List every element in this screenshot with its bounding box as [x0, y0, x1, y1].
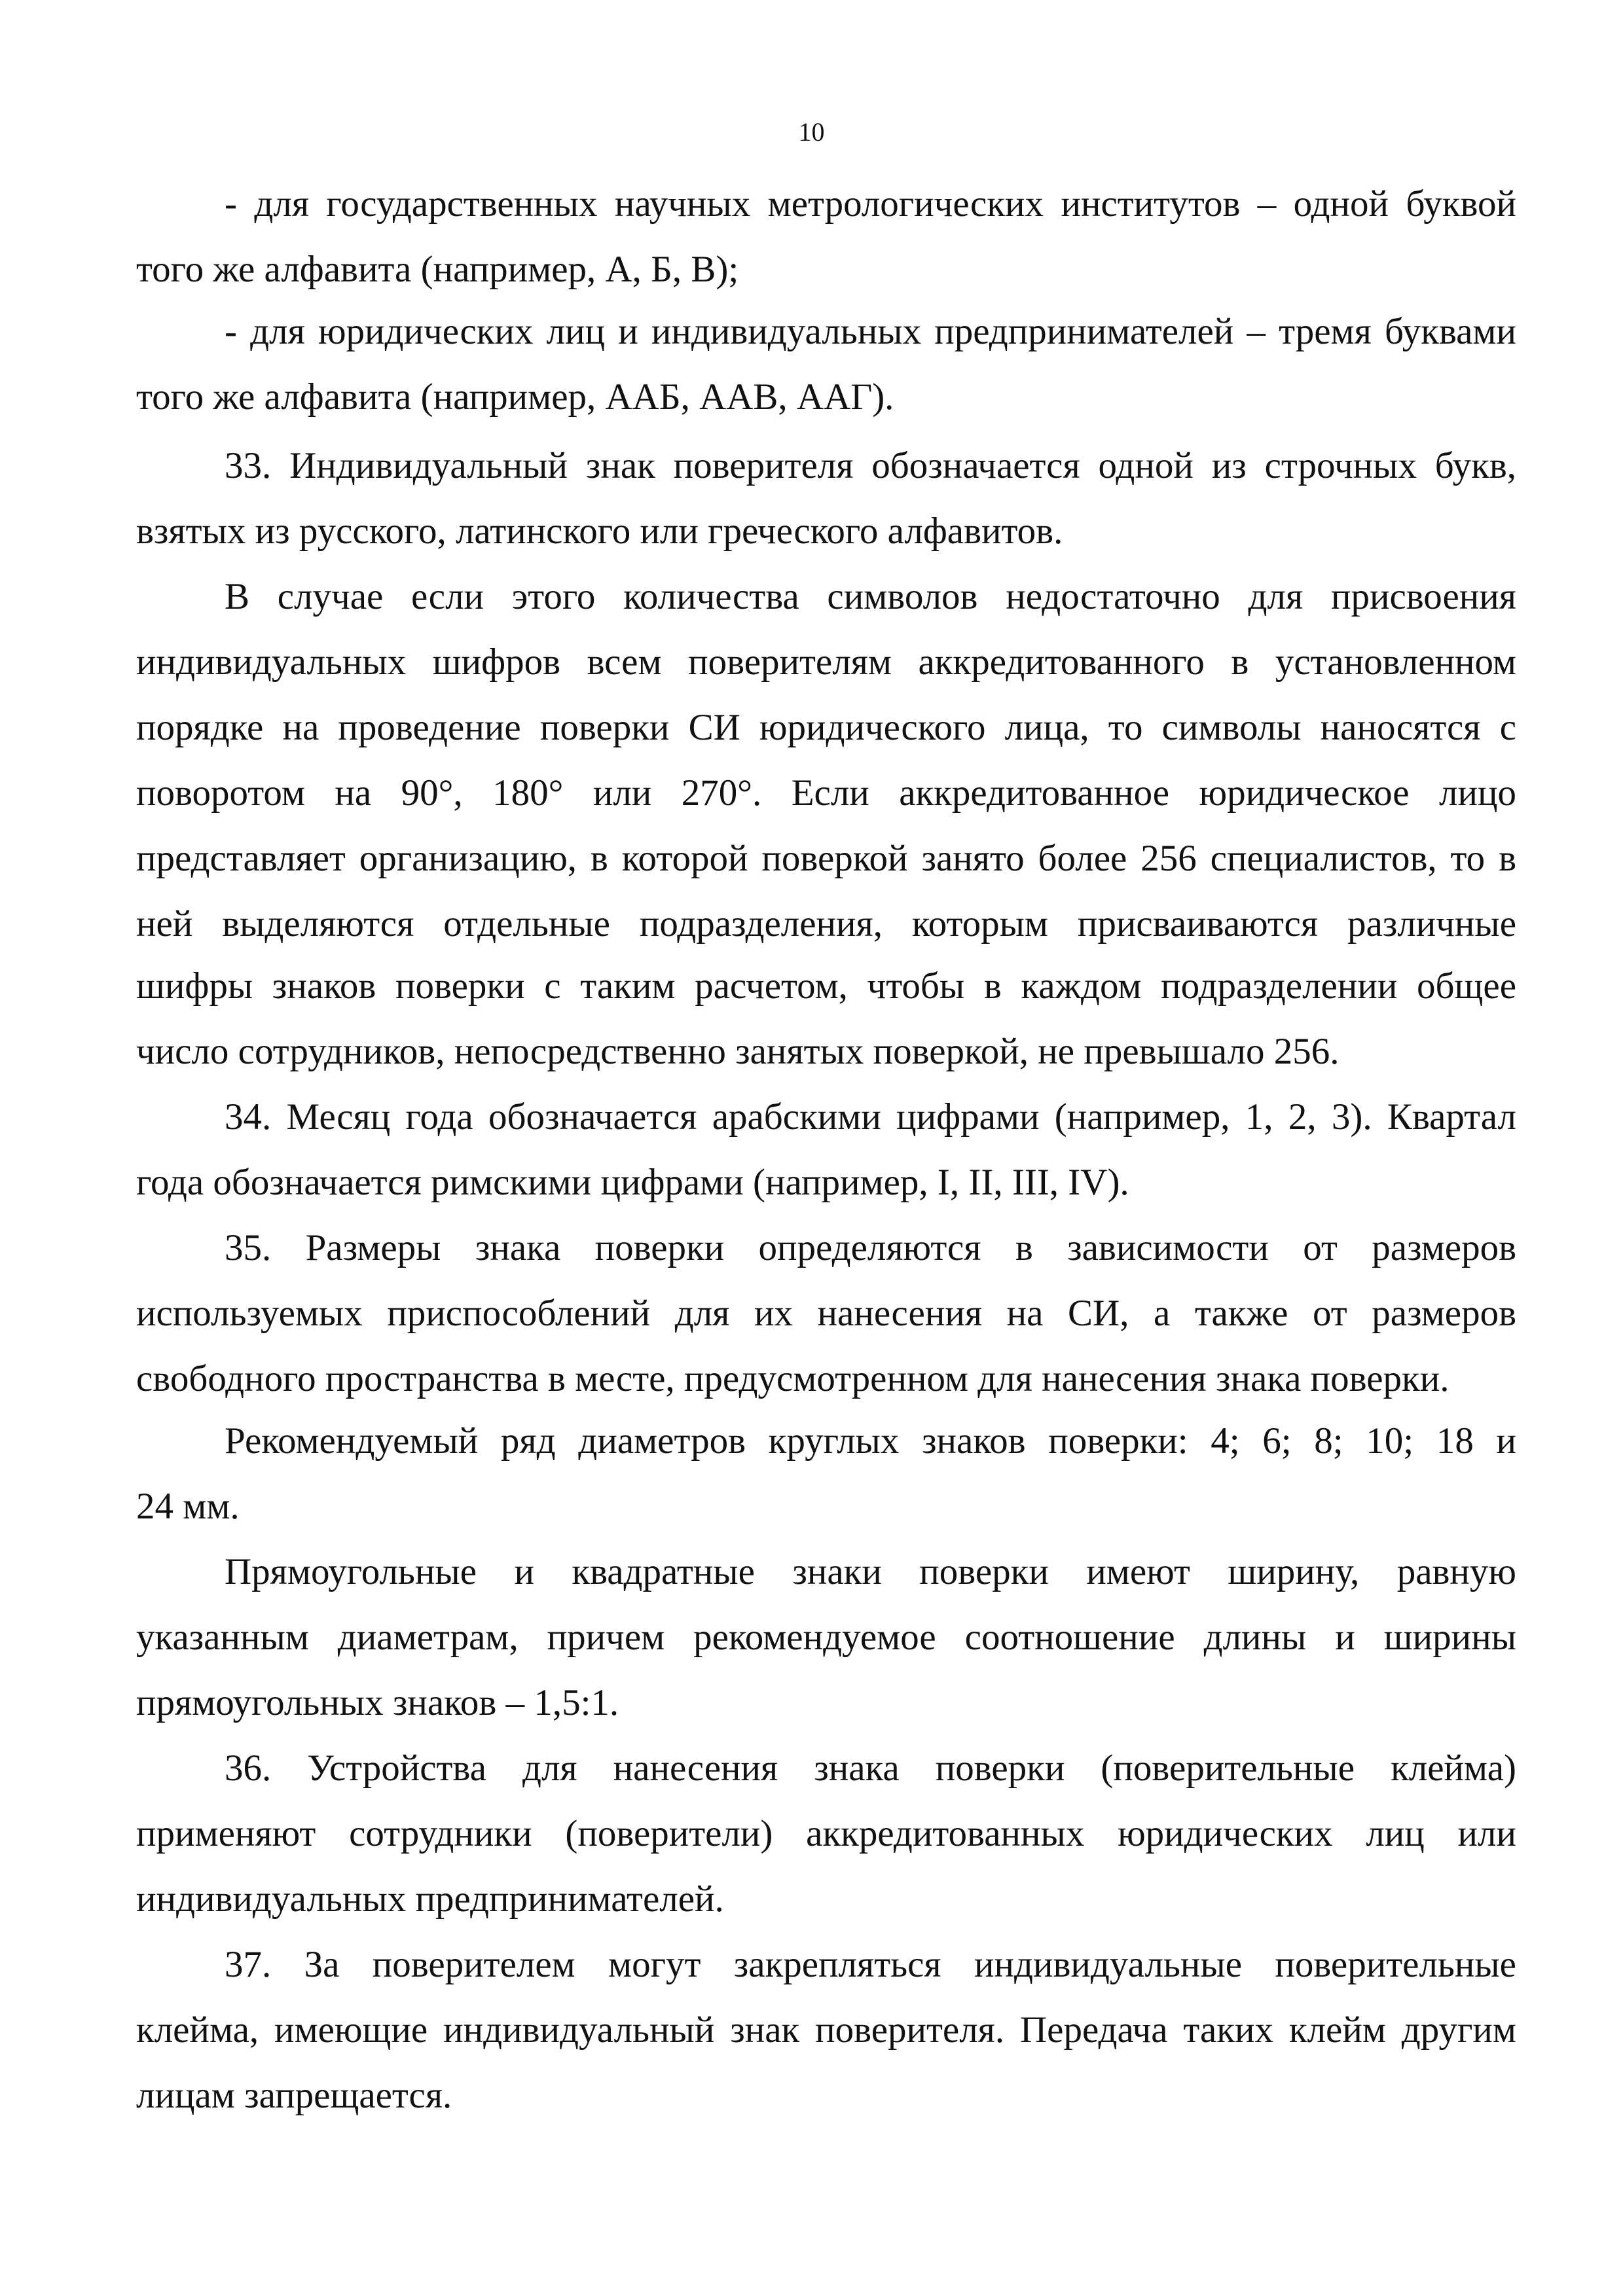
text-line: ней выделяются отдельные подразделения, которым присваиваются различные	[136, 903, 1516, 944]
text-line: лицам запрещается.	[136, 2075, 452, 2116]
text-line: В случае если этого количества символов недостаточно для присвоения	[225, 576, 1516, 617]
text-line: взятых из русского, латинского или греческого алфавитов.	[136, 511, 1063, 552]
page-number: 10	[798, 117, 825, 147]
text-line: клейма, имеющие индивидуальный знак поверителя. Передача таких клейм другим	[136, 2009, 1516, 2051]
text-line: того же алфавита (например, А, Б, В);	[136, 249, 739, 290]
text-line: того же алфавита (например, ААБ, ААВ, ААГ).	[136, 376, 894, 418]
text-line: 33. Индивидуальный знак поверителя обозначается одной из строчных букв,	[225, 445, 1516, 486]
text-line: 37. За поверителем могут закрепляться индивидуальные поверительные	[225, 1944, 1516, 1985]
text-line: поворотом на 90°, 180° или 270°. Если аккредитованное юридическое лицо	[136, 772, 1516, 814]
text-line: указанным диаметрам, причем рекомендуемое соотношение длины и ширины	[136, 1617, 1516, 1658]
text-line: представляет организацию, в которой поверкой занято более 256 специалистов, то в	[136, 838, 1516, 879]
text-line: число сотрудников, непосредственно занятых поверкой, не превышало 256.	[136, 1031, 1340, 1072]
text-line: - для юридических лиц и индивидуальных предпринимателей – тремя буквами	[225, 311, 1516, 352]
text-line: используемых приспособлений для их нанесения на СИ, а также от размеров	[136, 1293, 1516, 1334]
text-line: индивидуальных шифров всем поверителям аккредитованного в установленном	[136, 641, 1516, 683]
text-line: 24 мм.	[136, 1486, 240, 1527]
text-line: порядке на проведение поверки СИ юридического лица, то символы наносятся с	[136, 707, 1516, 748]
text-line: 35. Размеры знака поверки определяются в зависимости от размеров	[225, 1227, 1516, 1268]
text-line: Рекомендуемый ряд диаметров круглых знаков поверки: 4; 6; 8; 10; 18 и	[225, 1420, 1516, 1462]
text-line: применяют сотрудники (поверители) аккредитованных юридических лиц или	[136, 1813, 1516, 1854]
text-line: 34. Месяц года обозначается арабскими цифрами (например, 1, 2, 3). Квартал	[225, 1096, 1516, 1138]
text-line: Прямоугольные и квадратные знаки поверки имеют ширину, равную	[225, 1551, 1516, 1592]
text-line: 36. Устройства для нанесения знака поверки (поверительные клейма)	[225, 1748, 1516, 1789]
text-line: свободного пространства в месте, предусмотренном для нанесения знака поверки.	[136, 1358, 1450, 1399]
text-line: индивидуальных предпринимателей.	[136, 1878, 724, 1920]
text-line: прямоугольных знаков – 1,5:1.	[136, 1682, 619, 1723]
text-line: шифры знаков поверки с таким расчетом, чтобы в каждом подразделении общее	[136, 965, 1516, 1007]
text-line: - для государственных научных метрологических институтов – одной буквой	[225, 183, 1516, 224]
text-line: года обозначается римскими цифрами (например, I, II, III, IV).	[136, 1162, 1129, 1203]
